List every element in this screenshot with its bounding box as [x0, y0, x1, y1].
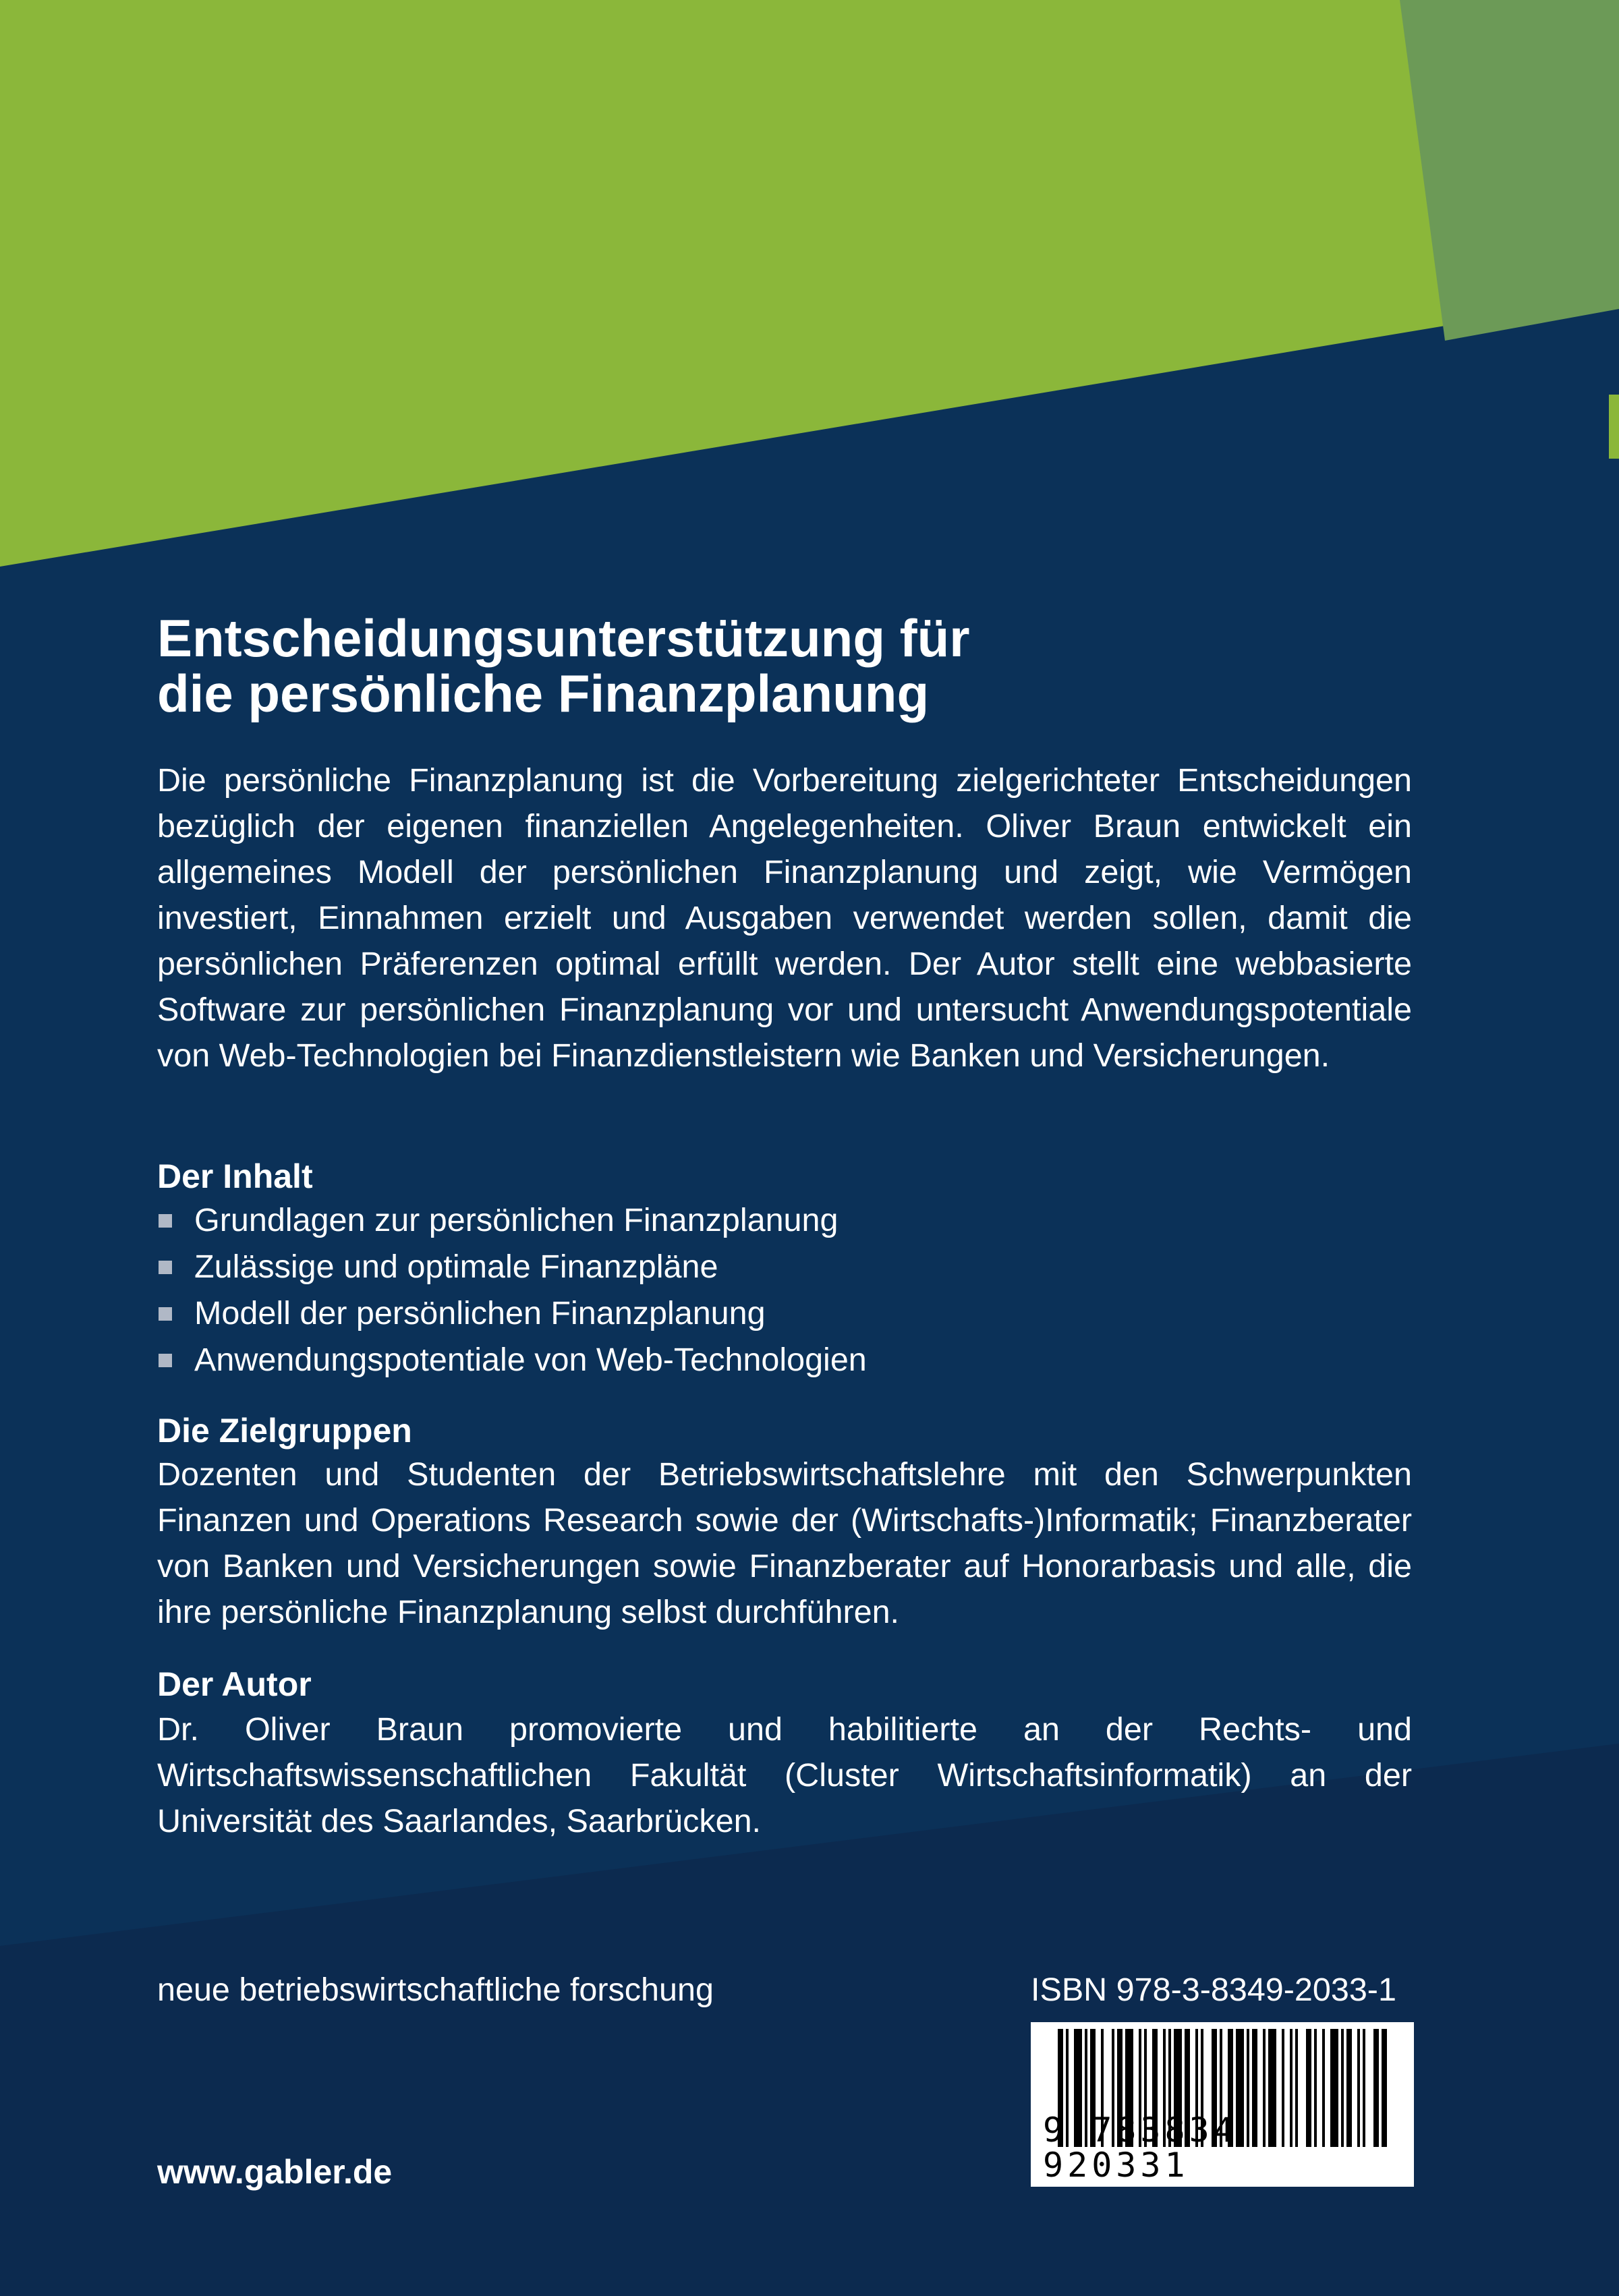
list-item-label: Modell der persönlichen Finanzplanung	[194, 1295, 766, 1331]
book-title	[157, 610, 1439, 721]
author-heading: Der Autor	[157, 1665, 312, 1703]
spine-mark	[1609, 395, 1619, 459]
audience-heading: Die Zielgruppen	[157, 1412, 412, 1450]
list-item	[157, 1290, 867, 1337]
bullet-square-icon	[159, 1354, 172, 1367]
bullet-square-icon	[159, 1214, 172, 1228]
list-item-label: Anwendungspotentiale von Web-Technologien	[194, 1342, 867, 1378]
list-item	[157, 1337, 867, 1383]
series-name: neue betriebswirtschaftliche forschung	[157, 1972, 714, 2008]
barcode	[1031, 2022, 1414, 2187]
list-item	[157, 1197, 867, 1244]
list-item-label: Zulässige und optimale Finanzpläne	[194, 1249, 718, 1285]
publisher-website[interactable]: www.gabler.de	[157, 2153, 393, 2191]
bullet-square-icon	[159, 1261, 172, 1274]
title-line-1: Entscheidungsunterstützung für	[157, 608, 970, 668]
title-line-2: die persönliche Finanzplanung	[157, 664, 930, 723]
list-item	[157, 1244, 867, 1290]
bullet-square-icon	[159, 1307, 172, 1321]
book-description: Die persönliche Finanzplanung ist die Vorbereitung zielgerichteter Entscheidungen bezüglich der eigenen finanziellen Angelegenheiten. Oliver Braun entwickelt ein allgemeines Modell der persönlichen Finanzplanung und zeigt, wie Vermögen investiert, Einnahmen erzielt und Ausgaben verwendet werden sollen, damit die persönlichen Präferenzen optimal erfüllt werden. Der Autor stellt eine webbasierte Software zur persönlichen Finanzplanung vor und untersucht Anwendungspotentiale von Web-Technologien bei Finanzdienstleistern wie Banken und Versicherungen.	[157, 762, 1412, 1074]
isbn-number: ISBN 978-3-8349-2033-1	[1031, 1972, 1396, 2008]
barcode-digits: 9 783834 920331	[1043, 2111, 1238, 2185]
audience-text: Dozenten und Studenten der Betriebswirtschaftslehre mit den Schwerpunkten Finanzen und Operations Research sowie der (Wirtschafts-)Informatik; Finanzberater von Banken und Versicherungen sowie Finanzberater auf Honorarbasis und alle, die ihre persönliche Finanzplanung selbst durchführen.	[157, 1456, 1412, 1630]
contents-list	[157, 1197, 867, 1383]
contents-heading: Der Inhalt	[157, 1157, 313, 1195]
author-text: Dr. Oliver Braun promovierte und habilitierte an der Rechts- und Wirtschaftswissenschaftlichen Fakultät (Cluster Wirtschaftsinformatik) an der Universität des Saarlandes, Saarbrücken.	[157, 1711, 1412, 1839]
list-item-label: Grundlagen zur persönlichen Finanzplanung	[194, 1202, 839, 1238]
